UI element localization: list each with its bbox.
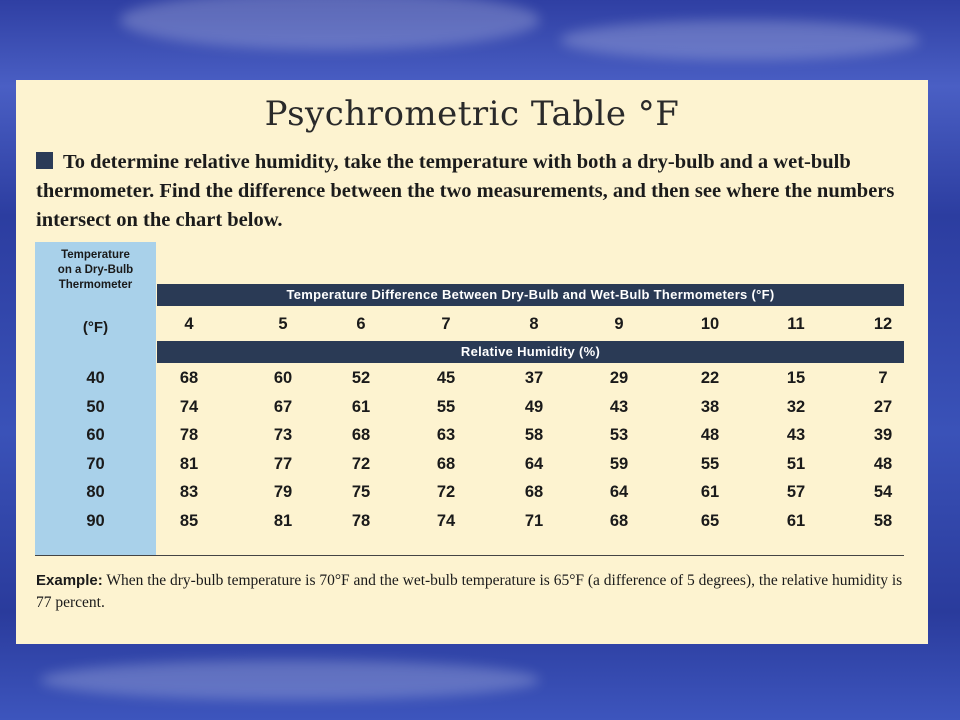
square-bullet-icon xyxy=(36,152,53,169)
table-cell: 72 xyxy=(436,483,456,502)
table-cell: 64 xyxy=(524,454,544,473)
table-cell: 68 xyxy=(351,426,371,445)
table-cell: 60 xyxy=(273,369,293,387)
table-cell: 68 xyxy=(436,454,456,473)
table-cell: 55 xyxy=(700,454,720,473)
relative-humidity-bar: Relative Humidity (%) xyxy=(157,341,904,363)
table-cell: 78 xyxy=(351,512,371,530)
table-cell: 58 xyxy=(873,512,893,530)
table-cell: 71 xyxy=(524,512,544,530)
table-cell: 81 xyxy=(179,454,199,473)
table-cell: 54 xyxy=(873,483,893,502)
table-cell: 73 xyxy=(273,426,293,445)
column-header: 8 xyxy=(529,315,539,333)
row-temperature: 60 xyxy=(86,426,105,445)
table-cell: 72 xyxy=(351,454,371,473)
table-cell: 67 xyxy=(273,397,293,416)
table-cell: 43 xyxy=(786,426,806,445)
table-cell: 52 xyxy=(351,369,371,387)
row-temperature: 80 xyxy=(86,483,105,502)
table-cell: 63 xyxy=(436,426,456,445)
column-header: 6 xyxy=(356,315,366,333)
column-header: 9 xyxy=(614,315,624,333)
page-title: Psychrometric Table °F xyxy=(264,94,680,134)
background-streak xyxy=(120,0,540,50)
table-cell: 32 xyxy=(786,397,806,416)
table-cell: 81 xyxy=(273,512,293,530)
table-cell: 38 xyxy=(700,397,720,416)
table-cell: 61 xyxy=(351,397,371,416)
table-cell: 49 xyxy=(524,397,544,416)
intro-paragraph xyxy=(36,148,916,235)
table-cell: 65 xyxy=(700,512,720,530)
table-cell: 45 xyxy=(436,369,456,387)
table-cell: 68 xyxy=(179,369,199,387)
column-header: 12 xyxy=(873,315,893,333)
example-label: Example: xyxy=(36,572,103,589)
row-temperature: 70 xyxy=(86,454,105,473)
background-streak xyxy=(560,20,920,60)
table-cell: 61 xyxy=(786,512,806,530)
table-cell: 39 xyxy=(873,426,893,445)
table-cell: 7 xyxy=(878,369,888,387)
table-cell: 27 xyxy=(873,397,893,416)
unit-label: (°F) xyxy=(82,319,109,336)
table-cell: 43 xyxy=(609,397,629,416)
column-header: 7 xyxy=(441,315,451,333)
table-cell: 68 xyxy=(524,483,544,502)
temperature-difference-bar: Temperature Difference Between Dry-Bulb and Wet-Bulb Thermometers (°F) xyxy=(157,284,904,306)
example-text: When the dry-bulb temperature is 70°F and the wet-bulb temperature is 65°F (a difference of 5 degrees), the relative humidity is 77 percent. xyxy=(36,572,903,611)
column-header: 10 xyxy=(700,315,720,333)
table-cell: 55 xyxy=(436,397,456,416)
row-temperature: 50 xyxy=(86,397,105,416)
table-cell: 29 xyxy=(609,369,629,387)
psychrometric-card xyxy=(16,80,928,644)
table-cell: 64 xyxy=(609,483,629,502)
dry-bulb-header-line: Temperature xyxy=(61,249,130,261)
table-cell: 85 xyxy=(179,512,199,530)
intro-text: To determine relative humidity, take the temperature with both a dry-bulb and a wet-bulb thermometer. Find the difference between the two measurements, and then see where the numbers intersect on the chart below. xyxy=(36,151,895,231)
table-cell: 48 xyxy=(873,454,893,473)
table-cell: 22 xyxy=(700,369,720,387)
table-cell: 59 xyxy=(609,454,629,473)
table-cell: 61 xyxy=(700,483,720,502)
table-cell: 78 xyxy=(179,426,199,445)
table-cell: 75 xyxy=(351,483,371,502)
table-cell: 77 xyxy=(273,454,293,473)
table-cell: 57 xyxy=(786,483,806,502)
table-cell: 74 xyxy=(436,512,456,530)
table-cell: 15 xyxy=(786,369,806,387)
row-temperature: 40 xyxy=(86,369,105,387)
table-cell: 48 xyxy=(700,426,720,445)
column-header: 4 xyxy=(184,315,194,333)
table-cell: 74 xyxy=(179,397,199,416)
table-cell: 83 xyxy=(179,483,199,502)
row-temperature: 90 xyxy=(86,512,105,530)
dry-bulb-header-line: Thermometer xyxy=(58,279,133,291)
table-cell: 53 xyxy=(609,426,629,445)
table-cell: 37 xyxy=(524,369,544,387)
example-note xyxy=(36,570,916,614)
dry-bulb-header-line: on a Dry-Bulb xyxy=(57,264,134,276)
dry-bulb-header xyxy=(35,248,156,293)
table-cell: 51 xyxy=(786,454,806,473)
divider xyxy=(35,555,904,556)
table-cell: 58 xyxy=(524,426,544,445)
column-header: 11 xyxy=(787,315,805,333)
table-cell: 79 xyxy=(273,483,293,502)
dry-bulb-column xyxy=(35,242,156,555)
background-streak xyxy=(40,660,540,700)
column-header: 5 xyxy=(278,315,288,333)
table-cell: 68 xyxy=(609,512,629,530)
